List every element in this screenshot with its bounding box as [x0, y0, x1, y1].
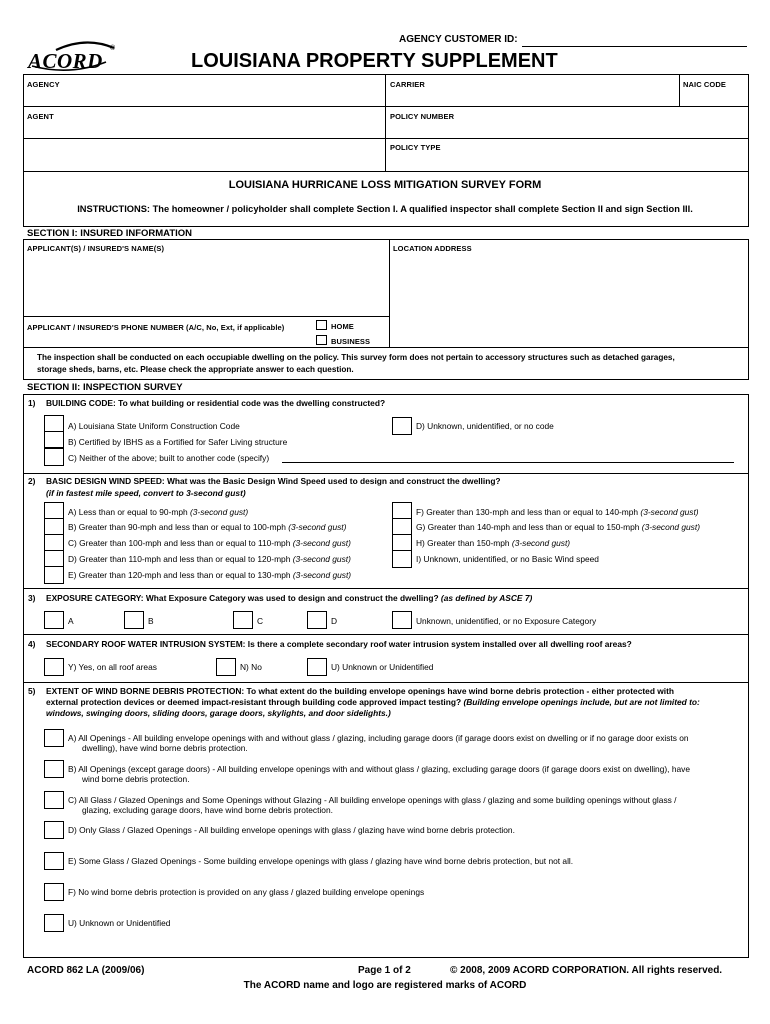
location-address-field[interactable]: LOCATION ADDRESS	[393, 244, 472, 253]
q5-option-b-line1: B) All Openings (except garage doors) - All building envelope openings with and without glass / glazing, excluding garage doors (if garage doors exist on dwelling), have	[68, 764, 690, 774]
q3-option-d: D	[331, 616, 338, 626]
q5-option-u: U) Unknown or Unidentified	[68, 918, 171, 928]
q5-checkbox-a[interactable]	[44, 729, 64, 747]
carrier-field[interactable]: CARRIER	[390, 80, 425, 89]
q3-checkbox-d[interactable]	[307, 611, 327, 629]
q3-option-a: A	[68, 616, 74, 626]
registered-mark: ®	[110, 45, 116, 52]
q3-number: 3)	[28, 593, 36, 603]
q5-question-line3: windows, swinging doors, sliding doors, garage doors, skylights, and door sidelights.)	[46, 708, 391, 718]
q4-option-no: N) No	[240, 662, 262, 672]
q2-option-e: E) Greater than 120-mph and less than or equal to 130-mph (3-second gust)	[68, 570, 352, 580]
trademark-notice: The ACORD name and logo are registered marks of ACORD	[243, 980, 527, 991]
q5-question-line1: EXTENT OF WIND BORNE DEBRIS PROTECTION: To what extent do the building envelope openings have wind borne debris protection - either protected with	[46, 686, 675, 696]
q3-checkbox-a[interactable]	[44, 611, 64, 629]
section-2-title: SECTION II: INSPECTION SURVEY	[27, 382, 183, 393]
q4-checkbox-unknown[interactable]	[307, 658, 327, 676]
customer-id-field[interactable]	[522, 46, 747, 47]
q4-number: 4)	[28, 639, 36, 649]
q4-option-yes: Y) Yes, on all roof areas	[68, 662, 157, 672]
acord-logo-text: ACORD	[28, 49, 103, 73]
q2-subtext: (if in fastest mile speed, convert to 3-second gust)	[46, 488, 246, 498]
naic-code-field[interactable]: NAIC CODE	[683, 80, 726, 89]
q1-checkbox-d[interactable]	[392, 417, 412, 435]
q5-checkbox-e[interactable]	[44, 852, 64, 870]
q1-option-d: D) Unknown, unidentified, or no code	[416, 421, 554, 431]
q5-option-a-line1: A) All Openings - All building envelope openings with and without glass / glazing, including garage doors (if garage doors exist on dwelling or if no garage door exists on	[68, 733, 689, 743]
applicants-field[interactable]: APPLICANT(S) / INSURED'S NAME(S)	[27, 244, 165, 253]
q1-number: 1)	[28, 398, 36, 408]
q2-option-i: I) Unknown, unidentified, or no Basic Wind speed	[416, 554, 599, 564]
q5-option-d: D) Only Glass / Glazed Openings - All building envelope openings with glass / glazing have wind borne debris protection.	[68, 825, 515, 835]
q3-question: EXPOSURE CATEGORY: What Exposure Category was used to design and construct the dwelling? (as defined by ASCE 7)	[46, 593, 533, 603]
q5-option-e: E) Some Glass / Glazed Openings - Some building envelope openings with glass / glazing have wind borne debris protection, but not all.	[68, 856, 574, 866]
q4-checkbox-yes[interactable]	[44, 658, 64, 676]
q5-checkbox-f[interactable]	[44, 883, 64, 901]
home-label: HOME	[331, 322, 354, 331]
q1-checkbox-c[interactable]	[44, 448, 64, 466]
q5-option-f: F) No wind borne debris protection is provided on any glass / glazed building envelope openings	[68, 887, 425, 897]
q3-option-c: C	[257, 616, 264, 626]
q2-option-h: H) Greater than 150-mph (3-second gust)	[416, 538, 571, 548]
q3-checkbox-b[interactable]	[124, 611, 144, 629]
section-1-title: SECTION I: INSURED INFORMATION	[27, 228, 193, 239]
q2-option-b: B) Greater than 90-mph and less than or equal to 100-mph (3-second gust)	[68, 522, 347, 532]
q4-checkbox-no[interactable]	[216, 658, 236, 676]
q5-checkbox-b[interactable]	[44, 760, 64, 778]
q3-checkbox-unknown[interactable]	[392, 611, 412, 629]
inspection-note-1: The inspection shall be conducted on each occupiable dwelling on the policy. This survey form does not pertain to accessory structures such as detached garages,	[37, 353, 675, 362]
q4-option-unknown: U) Unknown or Unidentified	[331, 662, 434, 672]
q1-question: BUILDING CODE: To what building or residential code was the dwelling constructed?	[46, 398, 386, 408]
form-id: ACORD 862 LA (2009/06)	[27, 965, 145, 976]
q5-number: 5)	[28, 686, 36, 696]
q2-option-f: F) Greater than 130-mph and less than or equal to 140-mph (3-second gust)	[416, 507, 699, 517]
acord-logo	[26, 40, 118, 74]
inspection-note-2: storage sheds, barns, etc. Please check the appropriate answer to each question.	[37, 365, 354, 374]
customer-id-label: AGENCY CUSTOMER ID:	[399, 34, 518, 45]
q5-checkbox-d[interactable]	[44, 821, 64, 839]
q3-option-b: B	[148, 616, 154, 626]
q1-specify-field[interactable]	[282, 462, 734, 463]
q1-option-b: B) Certified by IBHS as a Fortified for Safer Living structure	[68, 437, 288, 447]
q5-option-b-line2: wind borne debris protection.	[82, 774, 190, 784]
business-label: BUSINESS	[331, 337, 371, 346]
q5-question-line2: external protection devices or deemed impact-resistant through building code approved impact testing? (Building envelope openings include, but are not limited to:	[46, 697, 700, 707]
q2-option-a: A) Less than or equal to 90-mph (3-second gust)	[68, 507, 249, 517]
phone-field[interactable]: APPLICANT / INSURED'S PHONE NUMBER (A/C, No, Ext, if applicable)	[27, 323, 285, 332]
top-fields-box	[23, 74, 749, 172]
business-phone-checkbox[interactable]	[316, 335, 327, 345]
policy-type-field[interactable]: POLICY TYPE	[390, 143, 441, 152]
policy-number-field[interactable]: POLICY NUMBER	[390, 112, 455, 121]
home-phone-checkbox[interactable]	[316, 320, 327, 330]
agency-field[interactable]: AGENCY	[27, 80, 60, 89]
q2-option-c: C) Greater than 100-mph and less than or equal to 110-mph (3-second gust)	[68, 538, 351, 548]
q3-option-unknown: Unknown, unidentified, or no Exposure Category	[416, 616, 597, 626]
q5-checkbox-u[interactable]	[44, 914, 64, 932]
q2-checkbox-i[interactable]	[392, 550, 412, 568]
q4-question: SECONDARY ROOF WATER INTRUSION SYSTEM: Is there a complete secondary roof water intrusion system installed over all dwelling roof areas?	[46, 639, 632, 649]
page-title: LOUISIANA PROPERTY SUPPLEMENT	[191, 50, 558, 72]
instructions: INSTRUCTIONS: The homeowner / policyholder shall complete Section I. A qualified inspector shall complete Section II and sign Section III.	[77, 204, 693, 214]
q1-option-a: A) Louisiana State Uniform Construction Code	[68, 421, 240, 431]
q2-question: BASIC DESIGN WIND SPEED: What was the Basic Design Wind Speed used to design and construct the dwelling?	[46, 476, 501, 486]
form-title: LOUISIANA HURRICANE LOSS MITIGATION SURVEY FORM	[228, 179, 542, 191]
q2-option-d: D) Greater than 110-mph and less than or equal to 120-mph (3-second gust)	[68, 554, 351, 564]
q5-option-c-line2: glazing, excluding garage doors, have wind borne debris protection.	[82, 805, 333, 815]
q2-checkbox-e[interactable]	[44, 566, 64, 584]
q5-option-a-line2: dwelling), have wind borne debris protection.	[82, 743, 248, 753]
q1-option-c: C) Neither of the above; built to another code (specify)	[68, 453, 270, 463]
q5-option-c-line1: C) All Glass / Glazed Openings and Some Openings without Glazing - All building envelope openings with glass / glazing and some building openings without glass /	[68, 795, 677, 805]
q3-checkbox-c[interactable]	[233, 611, 253, 629]
agent-field[interactable]: AGENT	[27, 112, 54, 121]
q5-checkbox-c[interactable]	[44, 791, 64, 809]
copyright: © 2008, 2009 ACORD CORPORATION. All rights reserved.	[450, 965, 723, 976]
q2-number: 2)	[28, 476, 36, 486]
q2-option-g: G) Greater than 140-mph and less than or equal to 150-mph (3-second gust)	[416, 522, 700, 532]
page-number: Page 1 of 2	[358, 965, 411, 976]
